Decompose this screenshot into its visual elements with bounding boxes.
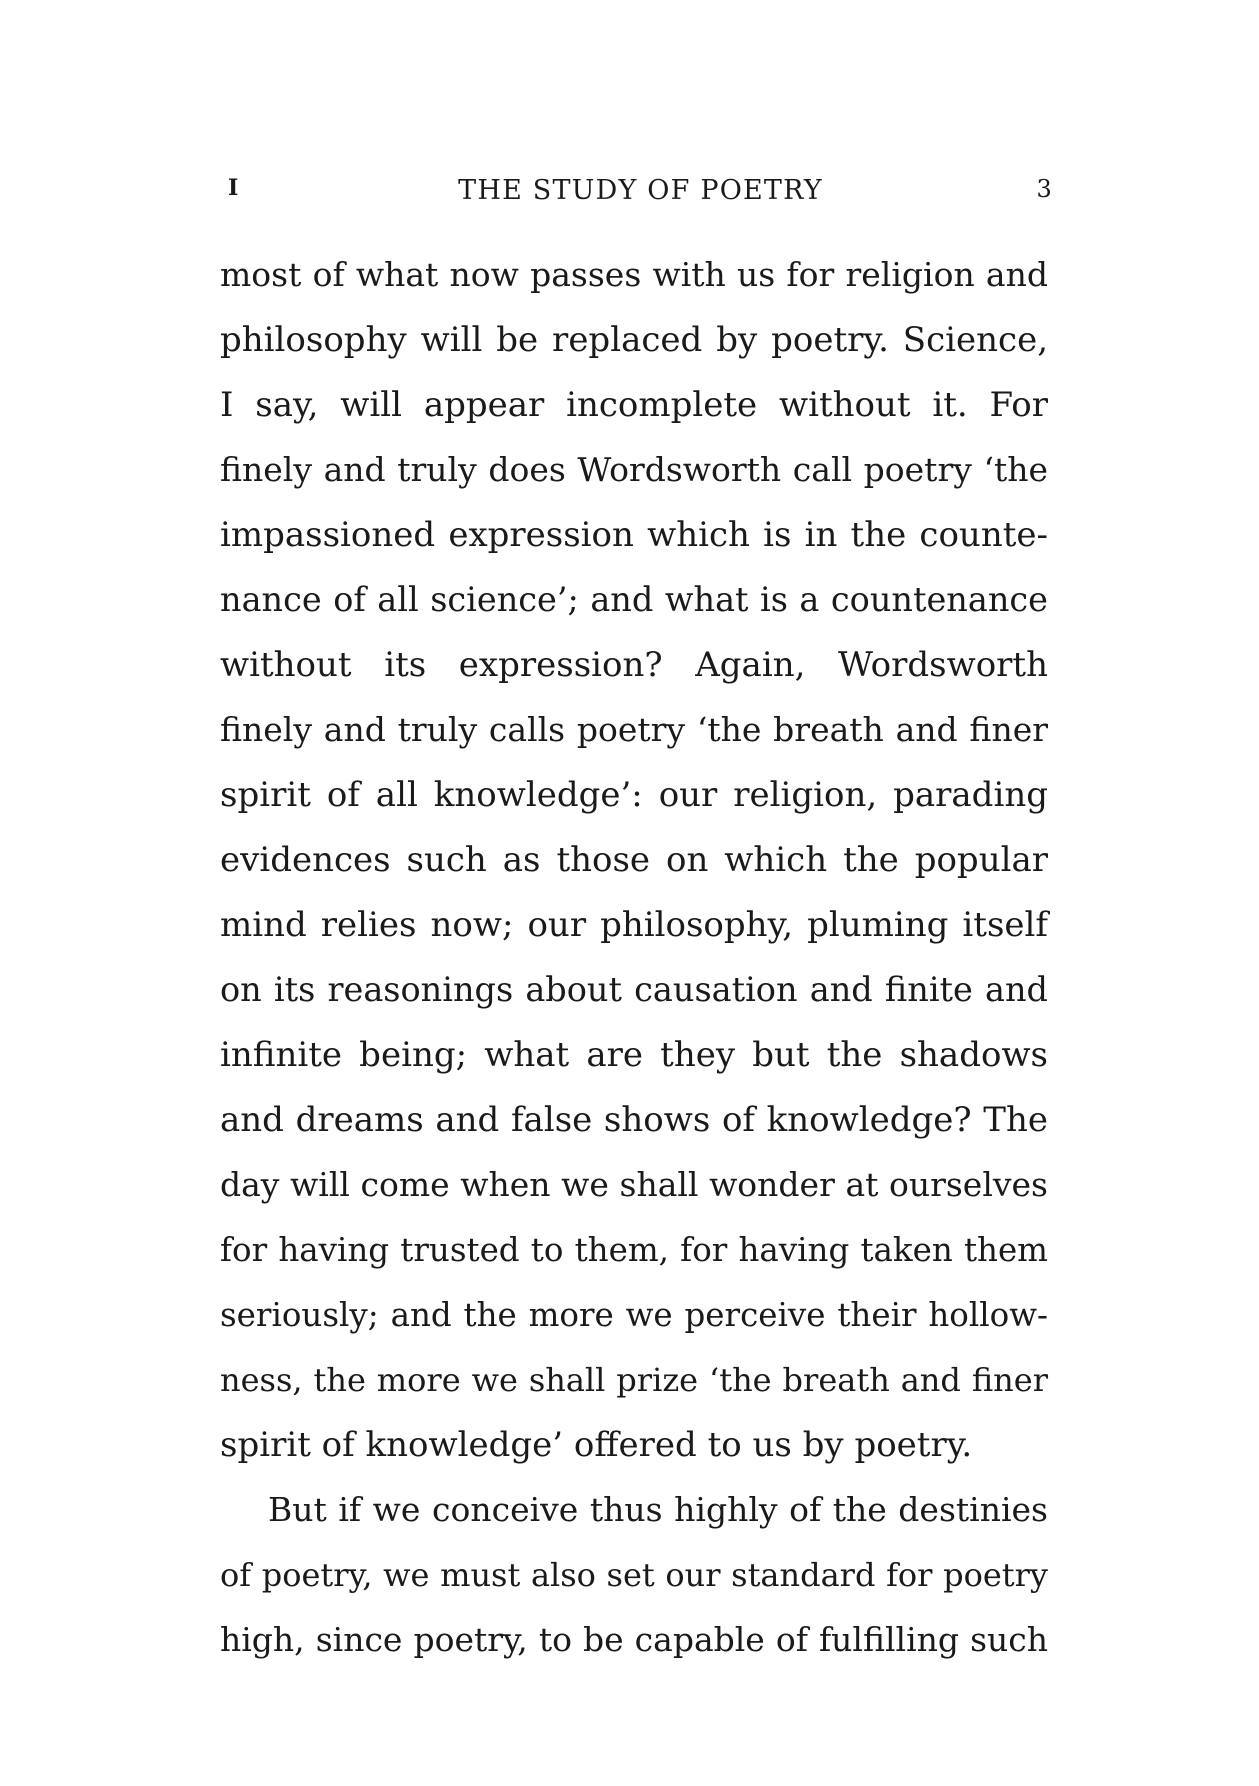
page-number: 3 — [1036, 175, 1053, 203]
text-line: day will come when we shall wonder at ourselves — [220, 1165, 1048, 1204]
section-number: I — [228, 175, 240, 201]
text-line: evidences such as those on which the popular — [220, 840, 1048, 880]
text-line: and dreams and false shows of knowledge? The — [220, 1100, 1048, 1140]
paragraph-2 — [220, 1487, 1048, 1682]
text-line: spirit of all knowledge’: our religion, parading — [220, 775, 1048, 815]
text-line: seriously; and the more we perceive their hollow- — [220, 1296, 1048, 1334]
body-text — [220, 252, 1048, 1682]
paragraph-1 — [220, 252, 1048, 1487]
running-head — [228, 175, 1053, 215]
text-line: on its reasonings about causation and finite and — [220, 970, 1048, 1009]
text-line: spirit of knowledge’ offered to us by poetry. — [220, 1425, 973, 1465]
text-line: high, since poetry, to be capable of fulfilling such — [220, 1620, 1048, 1659]
text-line: impassioned expression which is in the counte- — [220, 515, 1048, 555]
text-line: finely and truly does Wordsworth call poetry ‘the — [220, 450, 1048, 489]
text-line: But if we conceive thus highly of the destinies — [268, 1490, 1048, 1529]
text-line: most of what now passes with us for religion and — [220, 255, 1048, 294]
text-line: of poetry, we must also set our standard for poetry — [220, 1556, 1048, 1594]
text-line: ness, the more we shall prize ‘the breath and finer — [220, 1361, 1048, 1399]
text-line: finely and truly calls poetry ‘the breath and finer — [220, 710, 1048, 749]
text-line: nance of all science’; and what is a countenance — [220, 580, 1048, 619]
text-line: mind relies now; our philosophy, pluming itself — [220, 905, 1048, 945]
text-line: philosophy will be replaced by poetry. Science, — [220, 320, 1048, 360]
running-title: THE STUDY OF POETRY — [458, 175, 823, 206]
text-line: infinite being; what are they but the shadows — [220, 1035, 1048, 1075]
text-line: I say, will appear incomplete without it. For — [220, 385, 1048, 425]
text-line: for having trusted to them, for having taken them — [220, 1231, 1048, 1269]
text-line: without its expression? Again, Wordsworth — [220, 645, 1048, 685]
